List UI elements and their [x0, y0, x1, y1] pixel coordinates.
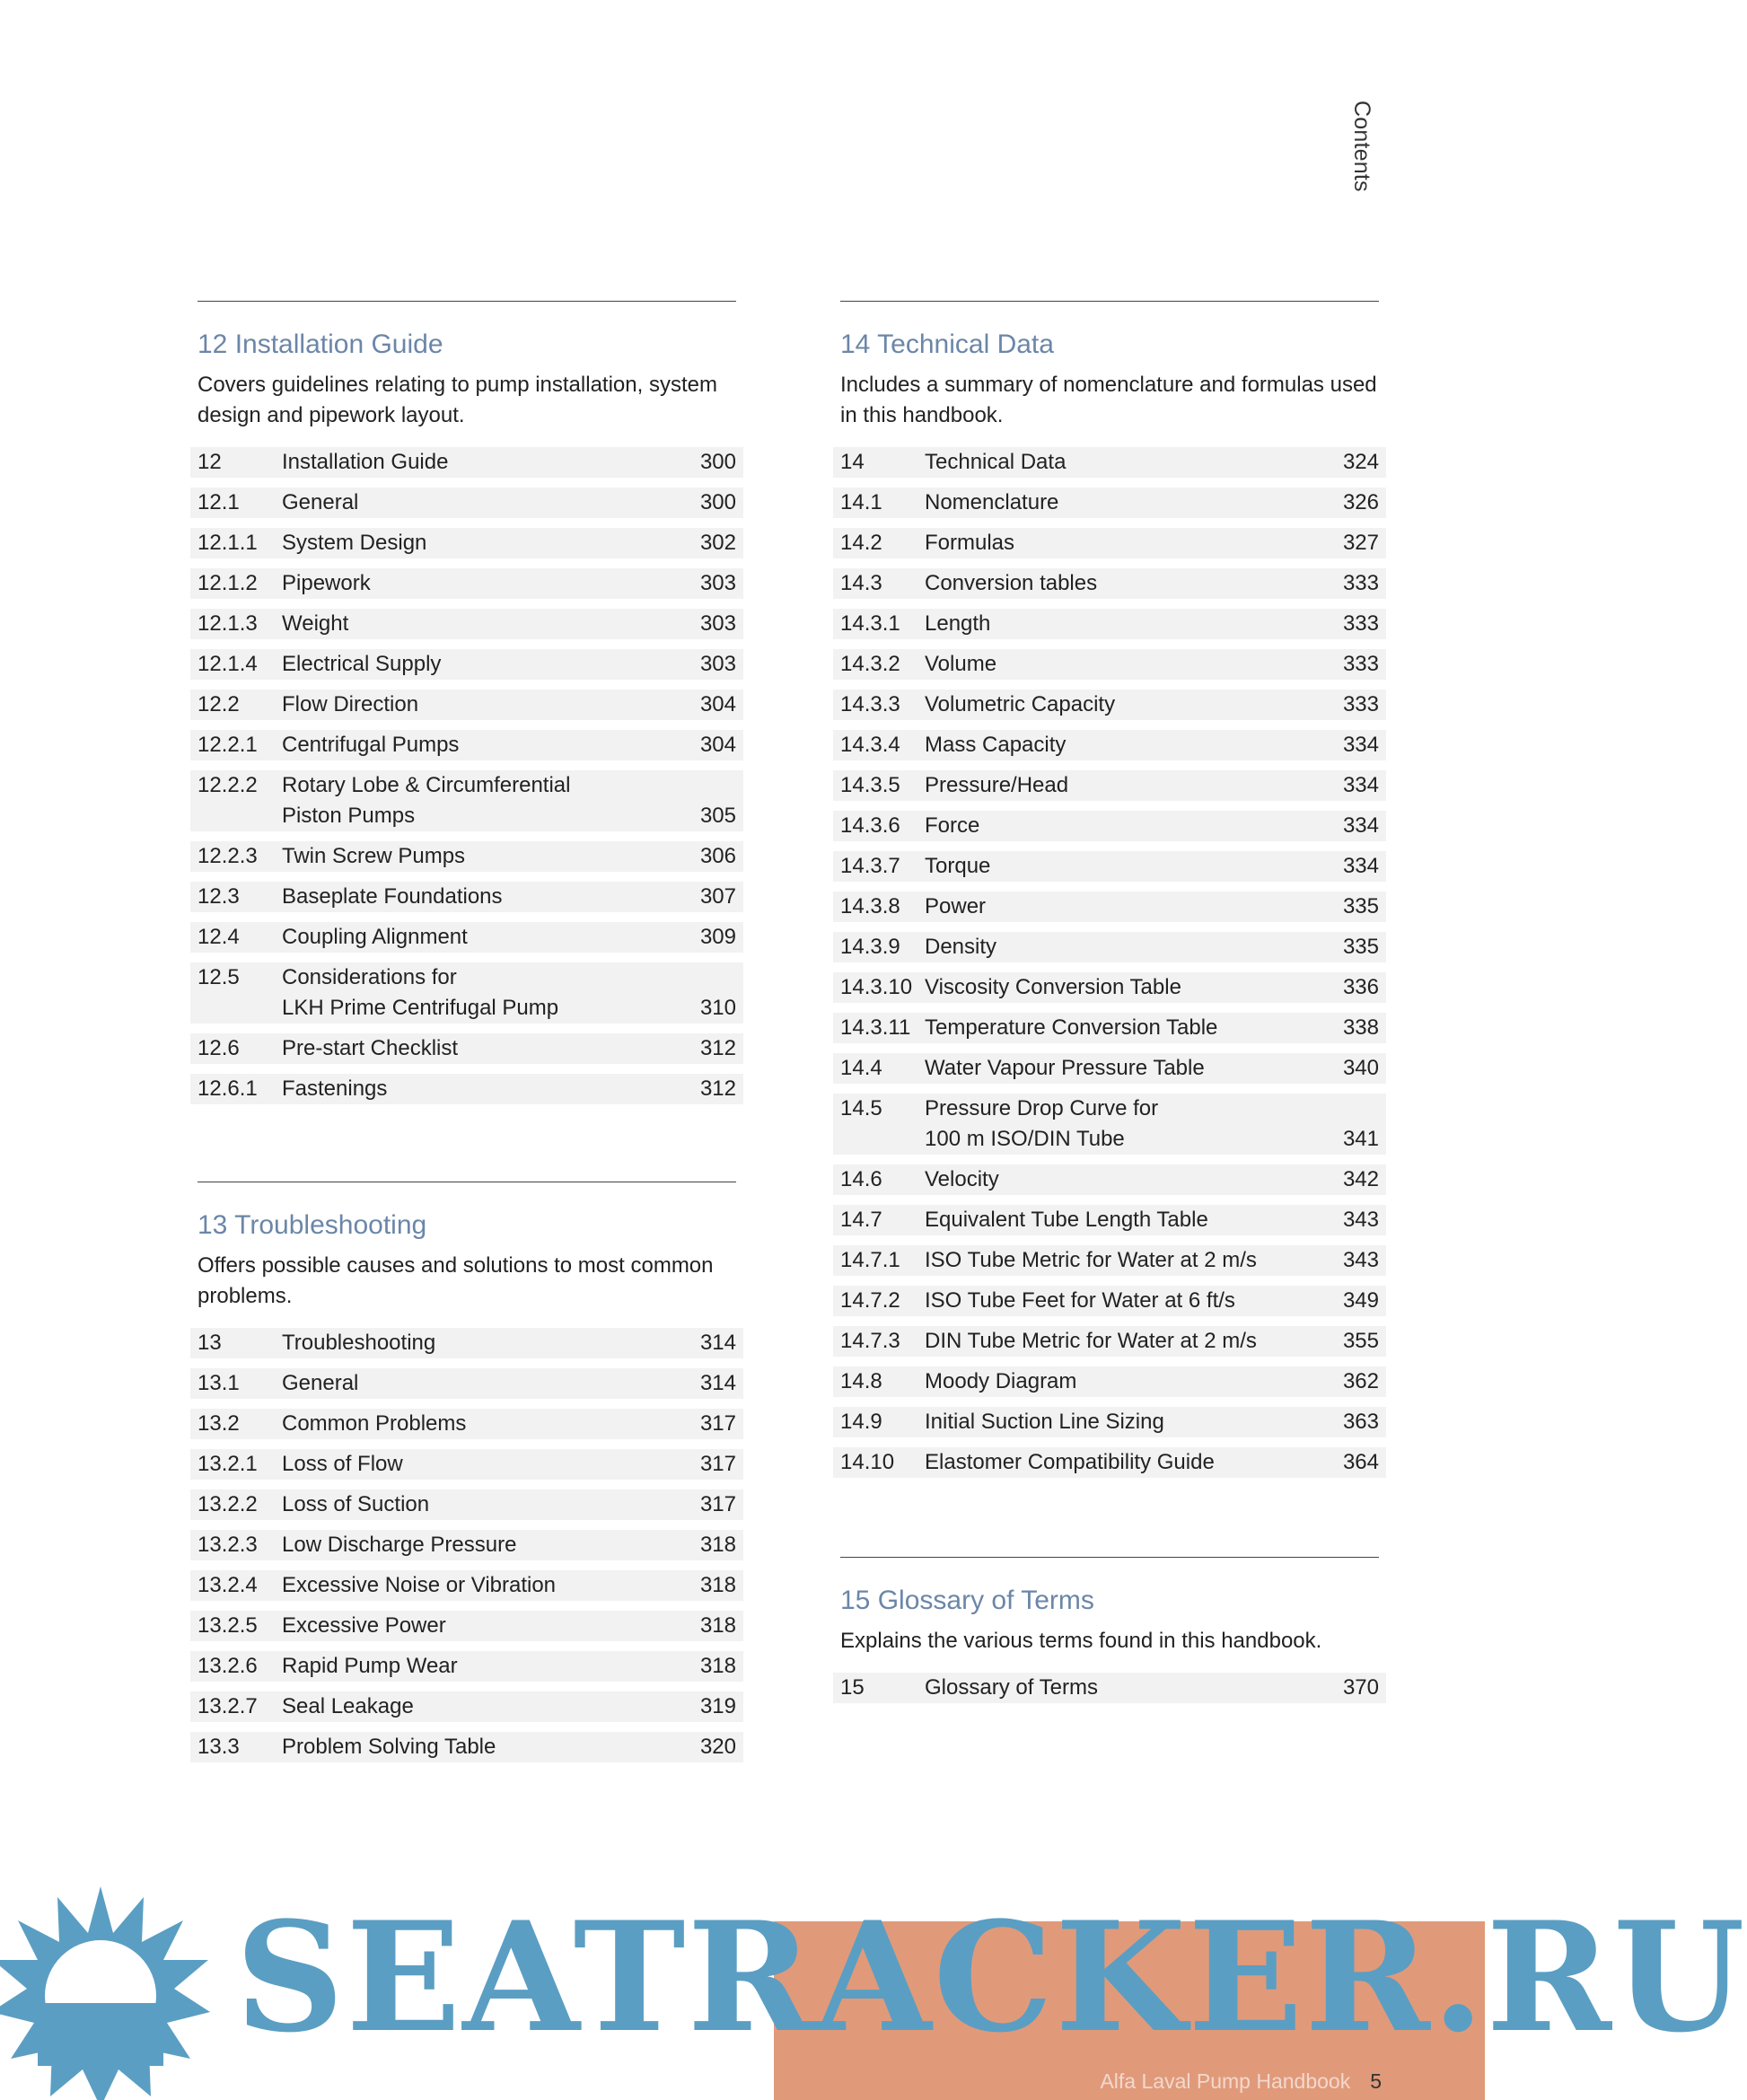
toc-page-number: 310 [699, 996, 736, 1020]
toc-page-number: 300 [699, 490, 736, 514]
toc-page-number: 335 [1342, 935, 1379, 959]
footer-brand: Alfa Laval Pump Handbook [1100, 2069, 1351, 2093]
toc-page-number: 336 [1342, 975, 1379, 999]
toc-row[interactable] [190, 922, 743, 953]
toc-title [282, 609, 700, 639]
toc-row[interactable] [833, 1326, 1386, 1357]
toc-row[interactable] [190, 1409, 743, 1439]
toc-row[interactable] [833, 1053, 1386, 1084]
toc-title-line: Water Vapour Pressure Table [925, 1056, 1205, 1080]
toc-title [282, 1328, 700, 1358]
toc-title-line: Formulas [925, 531, 1015, 555]
toc-title [925, 1447, 1343, 1478]
toc-number: 13.2.2 [198, 1492, 258, 1516]
toc-number: 14.3.5 [840, 773, 900, 797]
toc-title-line: Equivalent Tube Length Table [925, 1208, 1208, 1232]
toc-title-line: Fastenings [282, 1076, 388, 1101]
toc-title-line: Length [925, 611, 991, 636]
toc-number: 12.2.3 [198, 844, 258, 868]
toc-row[interactable] [833, 690, 1386, 720]
toc-number: 12.2.1 [198, 733, 258, 757]
toc-page-number: 370 [1342, 1675, 1379, 1700]
toc-title-line: Pressure Drop Curve for [925, 1096, 1159, 1120]
toc-row[interactable] [833, 1673, 1386, 1703]
toc-page-number: 318 [699, 1573, 736, 1597]
toc-number: 14.7.3 [840, 1329, 900, 1353]
toc-title-line: Moody Diagram [925, 1369, 1077, 1393]
toc-row[interactable] [190, 1732, 743, 1762]
toc-number: 13.2.1 [198, 1452, 258, 1476]
section-title: 12 Installation Guide [198, 329, 443, 359]
footer-page-number: 5 [1370, 2069, 1382, 2093]
toc-page-number: 320 [699, 1735, 736, 1759]
section-description: Explains the various terms found in this handbook. [840, 1629, 1322, 1653]
toc-row[interactable] [833, 730, 1386, 760]
toc-number: 13.2.5 [198, 1613, 258, 1638]
toc-number: 14.9 [840, 1410, 882, 1434]
toc-title-line: Problem Solving Table [282, 1735, 496, 1759]
toc-page-number: 317 [699, 1411, 736, 1436]
toc-title [925, 649, 1343, 680]
toc-title [282, 1570, 700, 1601]
toc-number: 14 [840, 450, 865, 474]
toc-number: 12.1.3 [198, 611, 258, 636]
toc-title [282, 962, 700, 1024]
toc-page-number: 319 [699, 1694, 736, 1718]
toc-title-line: Piston Pumps [282, 804, 416, 828]
toc-number: 13.2 [198, 1411, 240, 1436]
toc-number: 14.3 [840, 571, 882, 595]
toc-page-number: 362 [1342, 1369, 1379, 1393]
toc-title [282, 1651, 700, 1682]
section-description: Includes a summary of nomenclature and formulas used in this handbook. [840, 373, 1377, 427]
toc-number: 14.3.6 [840, 813, 900, 838]
toc-title-line: Loss of Suction [282, 1492, 430, 1516]
toc-title [925, 1164, 1343, 1195]
toc-number: 14.3.8 [840, 894, 900, 918]
toc-title [925, 1245, 1343, 1276]
toc-title [282, 1074, 700, 1104]
toc-number: 14.3.7 [840, 854, 900, 878]
toc-title [925, 568, 1343, 599]
toc-page-number: 349 [1342, 1288, 1379, 1313]
page-footer [1100, 2069, 1382, 2094]
toc-number: 12.6 [198, 1036, 240, 1060]
side-tab-label: Contents [1349, 101, 1374, 192]
toc-title [282, 690, 700, 720]
toc-title [925, 972, 1343, 1003]
toc-title-line: Nomenclature [925, 490, 1059, 514]
toc-title-line: Pipework [282, 571, 371, 595]
section-divider [840, 301, 1379, 302]
toc-row[interactable] [190, 1611, 743, 1641]
toc-page-number: 303 [699, 571, 736, 595]
toc-title-line: Pressure/Head [925, 773, 1069, 797]
toc-list [833, 1673, 1386, 1703]
toc-row[interactable] [833, 649, 1386, 680]
toc-title-line: Centrifugal Pumps [282, 733, 460, 757]
toc-title-line: Coupling Alignment [282, 925, 468, 949]
toc-title-line: Flow Direction [282, 692, 419, 716]
toc-title [925, 609, 1343, 639]
toc-row[interactable] [190, 770, 743, 831]
toc-title [282, 447, 700, 478]
toc-page-number: 333 [1342, 652, 1379, 676]
toc-title-line: Weight [282, 611, 349, 636]
toc-number: 14.6 [840, 1167, 882, 1191]
section-description: Offers possible causes and solutions to most common problems. [198, 1253, 714, 1308]
toc-number: 14.7.2 [840, 1288, 900, 1313]
toc-title [925, 1053, 1343, 1084]
toc-page-number: 334 [1342, 813, 1379, 838]
toc-row[interactable] [833, 1205, 1386, 1235]
toc-title [282, 488, 700, 518]
toc-page-number: 355 [1342, 1329, 1379, 1353]
section-title: 15 Glossary of Terms [840, 1586, 1094, 1615]
toc-page-number: 305 [699, 804, 736, 828]
toc-title [282, 730, 700, 760]
toc-number: 12.1 [198, 490, 240, 514]
section-12 [198, 301, 736, 1114]
toc-page-number: 324 [1342, 450, 1379, 474]
toc-page-number: 303 [699, 611, 736, 636]
toc-page-number: 309 [699, 925, 736, 949]
toc-title [282, 1449, 700, 1480]
toc-page-number: 326 [1342, 490, 1379, 514]
toc-title [925, 488, 1343, 518]
toc-page-number: 333 [1342, 692, 1379, 716]
toc-number: 12 [198, 450, 222, 474]
toc-title-line: Considerations for [282, 965, 457, 989]
toc-title-line: System Design [282, 531, 427, 555]
toc-page-number: 363 [1342, 1410, 1379, 1434]
toc-title-line: Common Problems [282, 1411, 467, 1436]
toc-title [925, 1673, 1343, 1703]
toc-title-line: Density [925, 935, 997, 959]
watermark-text: SEATRACKER.RU [235, 1888, 1747, 2066]
toc-number: 12.4 [198, 925, 240, 949]
toc-row[interactable] [833, 609, 1386, 639]
toc-list [190, 1328, 743, 1762]
section-divider [840, 1557, 1379, 1558]
toc-row[interactable] [833, 851, 1386, 882]
toc-row[interactable] [190, 1074, 743, 1104]
toc-title [282, 770, 700, 831]
toc-page-number: 335 [1342, 894, 1379, 918]
toc-page-number: 318 [699, 1533, 736, 1557]
toc-title-line: General [282, 1371, 359, 1395]
toc-number: 14.3.1 [840, 611, 900, 636]
toc-title-line: Low Discharge Pressure [282, 1533, 517, 1557]
toc-row[interactable] [190, 488, 743, 518]
toc-title [282, 1489, 700, 1520]
toc-title-line: Troubleshooting [282, 1331, 436, 1355]
toc-number: 13.2.6 [198, 1654, 258, 1678]
toc-title [282, 1530, 700, 1560]
toc-row[interactable] [190, 609, 743, 639]
toc-title-line: Viscosity Conversion Table [925, 975, 1181, 999]
toc-number: 14.7 [840, 1208, 882, 1232]
toc-page-number: 343 [1342, 1248, 1379, 1272]
toc-page-number: 343 [1342, 1208, 1379, 1232]
toc-title [925, 892, 1343, 922]
toc-page-number: 317 [699, 1492, 736, 1516]
toc-page-number: 306 [699, 844, 736, 868]
toc-title-line: Temperature Conversion Table [925, 1015, 1218, 1040]
toc-page-number: 314 [699, 1331, 736, 1355]
toc-title-line: Volumetric Capacity [925, 692, 1116, 716]
toc-title [925, 1366, 1343, 1397]
toc-row[interactable] [833, 811, 1386, 841]
section-divider [198, 301, 736, 302]
toc-title-line: Loss of Flow [282, 1452, 403, 1476]
toc-title [925, 811, 1343, 841]
toc-title [282, 568, 700, 599]
toc-title-line: Mass Capacity [925, 733, 1067, 757]
section-title: 13 Troubleshooting [198, 1210, 427, 1240]
toc-row[interactable] [190, 690, 743, 720]
toc-title [282, 649, 700, 680]
toc-page-number: 334 [1342, 773, 1379, 797]
toc-title-line: Baseplate Foundations [282, 884, 503, 909]
toc-number: 14.3.2 [840, 652, 900, 676]
toc-number: 14.8 [840, 1369, 882, 1393]
toc-title-line: Power [925, 894, 987, 918]
toc-number: 14.1 [840, 490, 882, 514]
toc-title [282, 1691, 700, 1722]
toc-row[interactable] [190, 962, 743, 1024]
toc-page-number: 303 [699, 652, 736, 676]
toc-title [282, 922, 700, 953]
toc-page-number: 338 [1342, 1015, 1379, 1040]
section-14 [840, 301, 1379, 1488]
toc-row[interactable] [190, 841, 743, 872]
toc-page-number: 318 [699, 1613, 736, 1638]
toc-page-number: 364 [1342, 1450, 1379, 1474]
toc-title-line: Initial Suction Line Sizing [925, 1410, 1164, 1434]
toc-row[interactable] [833, 1245, 1386, 1276]
toc-row[interactable] [190, 1328, 743, 1358]
toc-row[interactable] [190, 1489, 743, 1520]
toc-title [925, 1286, 1343, 1316]
toc-number: 14.3.4 [840, 733, 900, 757]
toc-number: 14.3.11 [840, 1015, 911, 1040]
toc-title-line: ISO Tube Feet for Water at 6 ft/s [925, 1288, 1235, 1313]
toc-page-number: 327 [1342, 531, 1379, 555]
toc-row[interactable] [833, 972, 1386, 1003]
toc-page-number: 304 [699, 692, 736, 716]
toc-title [282, 528, 700, 558]
toc-title [925, 1326, 1343, 1357]
toc-number: 14.7.1 [840, 1248, 900, 1272]
toc-title-line: Electrical Supply [282, 652, 442, 676]
toc-title [925, 1407, 1343, 1437]
toc-page-number: 300 [699, 450, 736, 474]
toc-row[interactable] [833, 770, 1386, 801]
toc-row[interactable] [833, 1013, 1386, 1043]
toc-title [925, 447, 1343, 478]
toc-title [282, 1409, 700, 1439]
toc-row[interactable] [190, 447, 743, 478]
section-13 [198, 1182, 736, 1772]
toc-title [925, 1094, 1343, 1155]
toc-title-line: Technical Data [925, 450, 1067, 474]
toc-row[interactable] [190, 1691, 743, 1722]
toc-page-number: 334 [1342, 854, 1379, 878]
toc-title-line: LKH Prime Centrifugal Pump [282, 996, 559, 1020]
toc-row[interactable] [833, 932, 1386, 962]
toc-number: 12.2.2 [198, 773, 258, 797]
toc-title [282, 1732, 700, 1762]
toc-row[interactable] [190, 730, 743, 760]
toc-title [925, 528, 1343, 558]
toc-row[interactable] [833, 1286, 1386, 1316]
toc-title-line: General [282, 490, 359, 514]
toc-title [925, 932, 1343, 962]
toc-title [925, 851, 1343, 882]
toc-title-line: Rapid Pump Wear [282, 1654, 458, 1678]
toc-row[interactable] [833, 892, 1386, 922]
toc-number: 15 [840, 1675, 865, 1700]
toc-row[interactable] [190, 1651, 743, 1682]
toc-title-line: Elastomer Compatibility Guide [925, 1450, 1215, 1474]
toc-page-number: 333 [1342, 571, 1379, 595]
toc-title [282, 1611, 700, 1641]
toc-page-number: 342 [1342, 1167, 1379, 1191]
toc-title [282, 841, 700, 872]
toc-title-line: Excessive Noise or Vibration [282, 1573, 557, 1597]
toc-title-line: Volume [925, 652, 997, 676]
toc-row[interactable] [833, 1164, 1386, 1195]
toc-row[interactable] [833, 528, 1386, 558]
toc-title [925, 690, 1343, 720]
toc-title [282, 882, 700, 912]
toc-row[interactable] [190, 882, 743, 912]
toc-number: 14.3.10 [840, 975, 913, 999]
toc-row[interactable] [190, 1368, 743, 1399]
toc-title [925, 1013, 1343, 1043]
toc-page-number: 314 [699, 1371, 736, 1395]
sun-logo-icon [0, 1884, 224, 2099]
toc-number: 14.5 [840, 1096, 882, 1120]
toc-number: 14.3.9 [840, 935, 900, 959]
toc-row[interactable] [190, 1449, 743, 1480]
section-15 [840, 1557, 1379, 1713]
toc-row[interactable] [833, 568, 1386, 599]
toc-title-line: Installation Guide [282, 450, 449, 474]
toc-page-number: 312 [699, 1076, 736, 1101]
toc-page-number: 340 [1342, 1056, 1379, 1080]
section-title: 14 Technical Data [840, 329, 1054, 359]
toc-title-line: Conversion tables [925, 571, 1098, 595]
toc-title [925, 1205, 1343, 1235]
toc-row[interactable] [190, 568, 743, 599]
toc-title [925, 730, 1343, 760]
toc-number: 14.10 [840, 1450, 895, 1474]
toc-list [833, 447, 1386, 1478]
toc-row[interactable] [190, 1530, 743, 1560]
toc-number: 12.1.2 [198, 571, 258, 595]
toc-number: 13.2.3 [198, 1533, 258, 1557]
toc-title-line: Velocity [925, 1167, 999, 1191]
toc-title [282, 1368, 700, 1399]
toc-number: 12.2 [198, 692, 240, 716]
toc-number: 13 [198, 1331, 222, 1355]
toc-page-number: 318 [699, 1654, 736, 1678]
toc-number: 13.2.4 [198, 1573, 258, 1597]
toc-list [190, 447, 743, 1104]
toc-number: 14.4 [840, 1056, 882, 1080]
toc-page-number: 302 [699, 531, 736, 555]
toc-title-line: ISO Tube Metric for Water at 2 m/s [925, 1248, 1257, 1272]
toc-row[interactable] [190, 528, 743, 558]
toc-title-line: Rotary Lobe & Circumferential [282, 773, 571, 797]
toc-row[interactable] [833, 1366, 1386, 1397]
toc-page-number: 333 [1342, 611, 1379, 636]
toc-page-number: 312 [699, 1036, 736, 1060]
toc-title-line: 100 m ISO/DIN Tube [925, 1127, 1125, 1151]
toc-title [282, 1033, 700, 1064]
toc-number: 12.5 [198, 965, 240, 989]
toc-row[interactable] [833, 1447, 1386, 1478]
toc-row[interactable] [833, 447, 1386, 478]
toc-number: 13.1 [198, 1371, 240, 1395]
toc-number: 12.1.4 [198, 652, 258, 676]
toc-row[interactable] [833, 488, 1386, 518]
toc-title-line: Pre-start Checklist [282, 1036, 459, 1060]
toc-title-line: Glossary of Terms [925, 1675, 1098, 1700]
toc-number: 12.6.1 [198, 1076, 258, 1101]
toc-number: 12.3 [198, 884, 240, 909]
toc-title-line: Torque [925, 854, 991, 878]
toc-number: 13.3 [198, 1735, 240, 1759]
toc-title-line: Twin Screw Pumps [282, 844, 466, 868]
toc-row[interactable] [833, 1407, 1386, 1437]
toc-title-line: Force [925, 813, 980, 838]
toc-page-number: 307 [699, 884, 736, 909]
toc-title-line: Seal Leakage [282, 1694, 414, 1718]
section-description: Covers guidelines relating to pump installation, system design and pipework layout. [198, 373, 717, 427]
toc-row[interactable] [190, 1033, 743, 1064]
toc-page-number: 304 [699, 733, 736, 757]
toc-title-line: DIN Tube Metric for Water at 2 m/s [925, 1329, 1257, 1353]
toc-title [925, 770, 1343, 801]
toc-page-number: 341 [1342, 1127, 1379, 1151]
toc-row[interactable] [190, 649, 743, 680]
toc-number: 12.1.1 [198, 531, 258, 555]
toc-row[interactable] [833, 1094, 1386, 1155]
toc-number: 14.3.3 [840, 692, 900, 716]
toc-number: 14.2 [840, 531, 882, 555]
toc-page-number: 317 [699, 1452, 736, 1476]
toc-number: 13.2.7 [198, 1694, 258, 1718]
toc-title-line: Excessive Power [282, 1613, 446, 1638]
toc-page-number: 334 [1342, 733, 1379, 757]
toc-row[interactable] [190, 1570, 743, 1601]
